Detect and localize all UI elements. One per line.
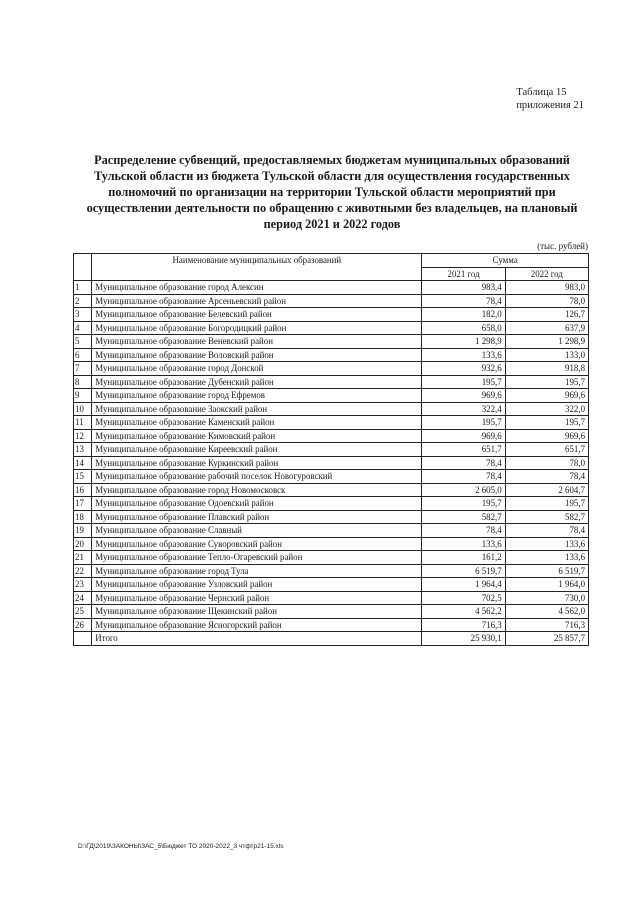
value-2022: 78,0 — [505, 294, 588, 308]
table-row — [74, 402, 589, 416]
municipality-name: Муниципальное образование Чернский район — [92, 591, 422, 605]
municipality-name: Муниципальное образование Щекинский район — [92, 605, 422, 619]
table-row — [74, 483, 589, 497]
table-row — [74, 578, 589, 592]
row-number: 24 — [74, 591, 92, 605]
document-title: Распределение субвенций, предоставляемых бюджетам муниципальных образований Тульской области из бюджета Тульской области для осуществления государственных полномочий по организации на территории Тульской области мероприятий при осуществлении деятельности по обращению с животными без владельцев, на плановый период 2021 и 2022 годов — [86, 153, 578, 231]
value-2021: 2 605,0 — [422, 483, 505, 497]
row-number: 1 — [74, 281, 92, 295]
value-2022: 969,6 — [505, 389, 588, 403]
municipality-name: Муниципальное образование Кимовский район — [92, 429, 422, 443]
municipality-name: Муниципальное образование Узловский район — [92, 578, 422, 592]
municipality-name: Муниципальное образование город Ефремов — [92, 389, 422, 403]
municipality-name: Муниципальное образование Плавский район — [92, 510, 422, 524]
table-row — [74, 497, 589, 511]
value-2022: 78,4 — [505, 524, 588, 538]
table-row — [74, 524, 589, 538]
table-row — [74, 335, 589, 349]
value-2022: 126,7 — [505, 308, 588, 322]
value-2021: 702,5 — [422, 591, 505, 605]
value-2021: 716,3 — [422, 618, 505, 632]
value-2022: 716,3 — [505, 618, 588, 632]
value-2022: 4 562,0 — [505, 605, 588, 619]
table-row — [74, 389, 589, 403]
municipality-name: Муниципальное образование Тепло-Огаревский район — [92, 551, 422, 565]
value-2022: 6 519,7 — [505, 564, 588, 578]
value-2022: 78,4 — [505, 470, 588, 484]
value-2021: 78,4 — [422, 456, 505, 470]
total-label: Итого — [92, 632, 422, 646]
value-2021: 4 562,2 — [422, 605, 505, 619]
value-2021: 983,4 — [422, 281, 505, 295]
appendix-number: приложения 21 — [516, 100, 584, 111]
subvention-table — [73, 253, 589, 646]
row-number: 25 — [74, 605, 92, 619]
row-number: 13 — [74, 443, 92, 457]
value-2021: 932,6 — [422, 362, 505, 376]
table-row — [74, 470, 589, 484]
table-row — [74, 591, 589, 605]
total-row — [74, 632, 589, 646]
municipality-name: Муниципальное образование Веневский район — [92, 335, 422, 349]
value-2022: 2 604,7 — [505, 483, 588, 497]
table-row — [74, 510, 589, 524]
value-2021: 658,0 — [422, 321, 505, 335]
value-2022: 133,6 — [505, 537, 588, 551]
total-number-cell — [74, 632, 92, 646]
row-number: 12 — [74, 429, 92, 443]
value-2022: 582,7 — [505, 510, 588, 524]
row-number: 7 — [74, 362, 92, 376]
value-2021: 969,6 — [422, 429, 505, 443]
row-number: 23 — [74, 578, 92, 592]
value-2022: 637,9 — [505, 321, 588, 335]
row-number: 4 — [74, 321, 92, 335]
municipality-name: Муниципальное образование Ясногорский район — [92, 618, 422, 632]
value-2022: 730,0 — [505, 591, 588, 605]
row-number: 11 — [74, 416, 92, 430]
row-number: 16 — [74, 483, 92, 497]
value-2021: 78,4 — [422, 294, 505, 308]
municipality-name: Муниципальное образование город Тула — [92, 564, 422, 578]
value-2022: 1 964,0 — [505, 578, 588, 592]
row-number: 18 — [74, 510, 92, 524]
header-2021: 2021 год — [422, 267, 505, 281]
row-number: 21 — [74, 551, 92, 565]
table-header-row — [74, 254, 589, 268]
table-row — [74, 456, 589, 470]
value-2022: 969,6 — [505, 429, 588, 443]
table-number: Таблица 15 — [516, 87, 567, 98]
value-2021: 161,2 — [422, 551, 505, 565]
table-row — [74, 605, 589, 619]
value-2022: 195,7 — [505, 416, 588, 430]
value-2021: 182,0 — [422, 308, 505, 322]
value-2022: 322,0 — [505, 402, 588, 416]
file-path: D:\ГД\2019\ЗАКОНЫ\ЗАС_5\Бюджет ТО 2020-2022_3 чтфтр21-15.xls — [78, 843, 284, 850]
value-2022: 195,7 — [505, 375, 588, 389]
row-number: 15 — [74, 470, 92, 484]
value-2021: 133,6 — [422, 348, 505, 362]
value-2021: 133,6 — [422, 537, 505, 551]
value-2021: 1 298,9 — [422, 335, 505, 349]
value-2021: 582,7 — [422, 510, 505, 524]
total-2021: 25 930,1 — [422, 632, 505, 646]
municipality-name: Муниципальное образование Славный — [92, 524, 422, 538]
value-2022: 133,6 — [505, 551, 588, 565]
value-2022: 651,7 — [505, 443, 588, 457]
municipality-name: Муниципальное образование Арсеньевский район — [92, 294, 422, 308]
row-number: 22 — [74, 564, 92, 578]
table-row — [74, 416, 589, 430]
value-2021: 1 964,4 — [422, 578, 505, 592]
table-row — [74, 564, 589, 578]
table-row — [74, 429, 589, 443]
municipality-name: Муниципальное образование город Алексин — [92, 281, 422, 295]
municipality-name: Муниципальное образование Суворовский район — [92, 537, 422, 551]
row-number: 14 — [74, 456, 92, 470]
row-number: 26 — [74, 618, 92, 632]
value-2021: 6 519,7 — [422, 564, 505, 578]
value-2021: 78,4 — [422, 470, 505, 484]
municipality-name: Муниципальное образование Богородицкий район — [92, 321, 422, 335]
municipality-name: Муниципальное образование Каменский район — [92, 416, 422, 430]
municipality-name: Муниципальное образование город Донской — [92, 362, 422, 376]
municipality-name: Муниципальное образование рабочий поселок Новогуровский — [92, 470, 422, 484]
row-number: 2 — [74, 294, 92, 308]
header-number-cell — [74, 254, 92, 281]
municipality-name: Муниципальное образование город Новомосковск — [92, 483, 422, 497]
table-row — [74, 443, 589, 457]
table-row — [74, 281, 589, 295]
header-sum: Сумма — [422, 254, 589, 268]
value-2021: 651,7 — [422, 443, 505, 457]
table-row — [74, 551, 589, 565]
table-row — [74, 321, 589, 335]
table-row — [74, 348, 589, 362]
value-2021: 195,7 — [422, 375, 505, 389]
municipality-name: Муниципальное образование Одоевский район — [92, 497, 422, 511]
value-2022: 195,7 — [505, 497, 588, 511]
value-2021: 78,4 — [422, 524, 505, 538]
row-number: 20 — [74, 537, 92, 551]
header-2022: 2022 год — [505, 267, 588, 281]
value-2021: 969,6 — [422, 389, 505, 403]
table-reference — [516, 86, 584, 112]
value-2021: 322,4 — [422, 402, 505, 416]
row-number: 19 — [74, 524, 92, 538]
row-number: 10 — [74, 402, 92, 416]
row-number: 9 — [74, 389, 92, 403]
municipality-name: Муниципальное образование Киреевский район — [92, 443, 422, 457]
table-row — [74, 618, 589, 632]
municipality-name: Муниципальное образование Куркинский район — [92, 456, 422, 470]
table-body — [74, 281, 589, 646]
table-row — [74, 308, 589, 322]
row-number: 6 — [74, 348, 92, 362]
value-2022: 918,8 — [505, 362, 588, 376]
row-number: 17 — [74, 497, 92, 511]
value-2022: 78,0 — [505, 456, 588, 470]
municipality-name: Муниципальное образование Белевский район — [92, 308, 422, 322]
units-label: (тыс. рублей) — [537, 241, 588, 251]
value-2022: 1 298,9 — [505, 335, 588, 349]
table-row — [74, 294, 589, 308]
row-number: 5 — [74, 335, 92, 349]
value-2021: 195,7 — [422, 497, 505, 511]
table-row — [74, 362, 589, 376]
value-2021: 195,7 — [422, 416, 505, 430]
total-2022: 25 857,7 — [505, 632, 588, 646]
table-row — [74, 537, 589, 551]
value-2022: 983,0 — [505, 281, 588, 295]
value-2022: 133,0 — [505, 348, 588, 362]
table-row — [74, 375, 589, 389]
header-name: Наименование муниципальных образований — [92, 254, 422, 281]
municipality-name: Муниципальное образование Заокский район — [92, 402, 422, 416]
row-number: 8 — [74, 375, 92, 389]
municipality-name: Муниципальное образование Дубенский район — [92, 375, 422, 389]
municipality-name: Муниципальное образование Воловский район — [92, 348, 422, 362]
row-number: 3 — [74, 308, 92, 322]
